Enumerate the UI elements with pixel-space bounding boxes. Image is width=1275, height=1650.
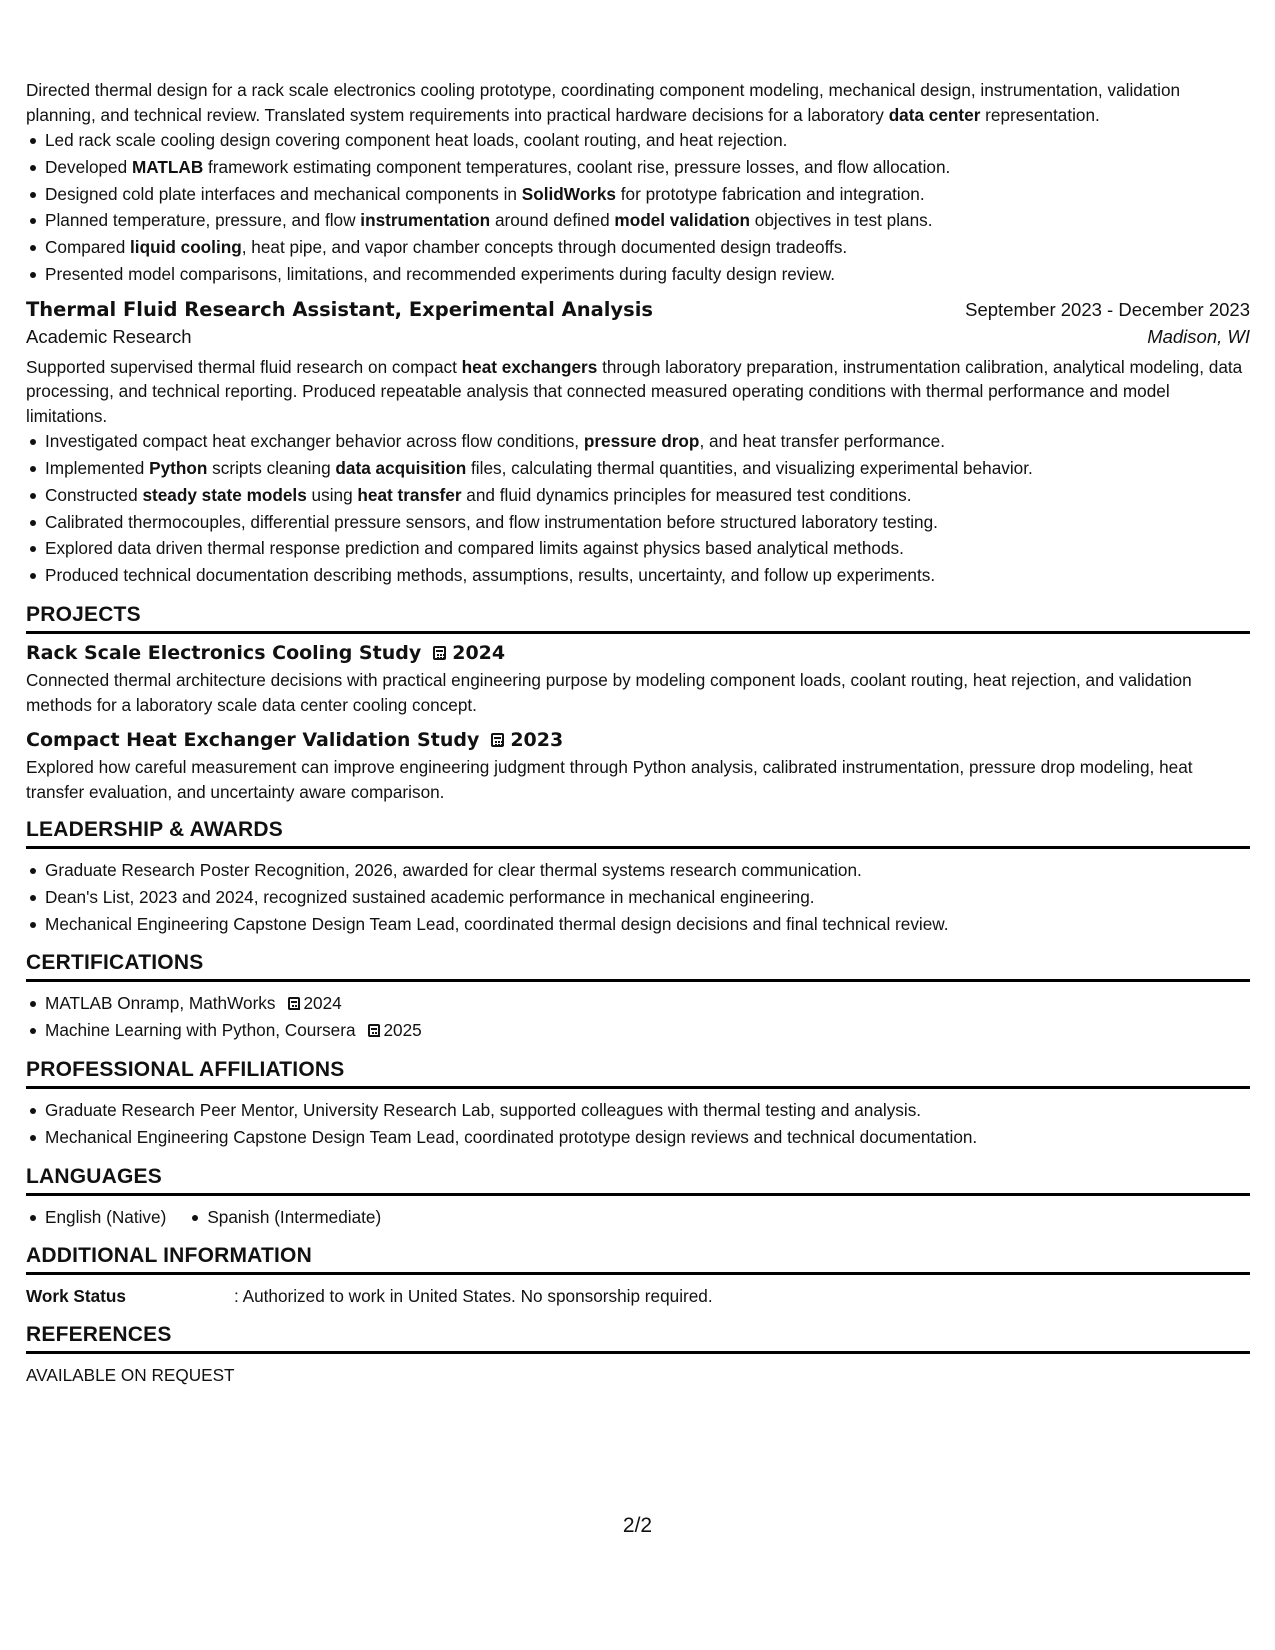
certification-name: MATLAB Onramp, MathWorks bbox=[45, 993, 276, 1014]
bold-keyword: data acquisition bbox=[335, 458, 467, 479]
text-run: Developed bbox=[45, 156, 132, 177]
bold-keyword: heat exchangers bbox=[461, 356, 598, 377]
section-heading-additional: ADDITIONAL INFORMATION bbox=[26, 1244, 1250, 1275]
list-item: Graduate Research Poster Recognition, 2026, awarded for clear thermal systems research communication. bbox=[26, 857, 1250, 884]
certification-year: 2025 bbox=[383, 1020, 422, 1041]
list-item: English (Native) bbox=[26, 1204, 166, 1231]
project-title: Rack Scale Electronics Cooling Study bbox=[26, 642, 422, 665]
job1-summary bbox=[26, 78, 1250, 127]
bullet-item bbox=[26, 509, 1250, 536]
section-heading-languages: LANGUAGES bbox=[26, 1165, 1250, 1196]
bold-keyword: steady state models bbox=[142, 484, 307, 505]
bullet-item bbox=[26, 207, 1250, 234]
bold-keyword: liquid cooling bbox=[130, 237, 242, 258]
certification-year: 2024 bbox=[303, 993, 342, 1014]
bullet-item bbox=[26, 535, 1250, 562]
job1-bullets bbox=[26, 127, 1250, 288]
job2-bullets bbox=[26, 428, 1250, 589]
text-run: Compared bbox=[45, 237, 131, 258]
certification-name: Machine Learning with Python, Coursera bbox=[45, 1020, 356, 1041]
work-status-value: : Authorized to work in United States. No sponsorship required. bbox=[234, 1286, 713, 1307]
text-run: Constructed bbox=[45, 484, 143, 505]
affiliations-list bbox=[26, 1097, 1250, 1151]
text-run: Calibrated thermocouples, differential pressure sensors, and flow instrumentation before structured laboratory testing. bbox=[45, 511, 938, 532]
list-item: Dean's List, 2023 and 2024, recognized sustained academic performance in mechanical engineering. bbox=[26, 884, 1250, 911]
job2-subheader bbox=[26, 326, 1250, 348]
text-run: for prototype fabrication and integration. bbox=[616, 183, 925, 204]
text-run: framework estimating component temperatures, coolant rise, pressure losses, and flow allocation. bbox=[203, 156, 951, 177]
section-heading-leadership: LEADERSHIP & AWARDS bbox=[26, 818, 1250, 849]
bullet-item bbox=[26, 455, 1250, 482]
text-run: objectives in test plans. bbox=[750, 210, 933, 231]
text-run: Planned temperature, pressure, and flow bbox=[45, 210, 361, 231]
bullet-item bbox=[26, 482, 1250, 509]
languages-list bbox=[26, 1204, 1250, 1231]
text-run: Presented model comparisons, limitations, and recommended experiments during faculty design review. bbox=[45, 263, 836, 284]
job2-summary bbox=[26, 355, 1250, 429]
project-year: 2023 bbox=[510, 729, 564, 752]
calendar-icon bbox=[491, 733, 504, 747]
bullet-item bbox=[26, 562, 1250, 589]
text-run: through laboratory preparation, instrumentation calibration, analytical modeling, data processing, and technical reporting. Produced repeatable analysis that connected measured operating conditions with thermal performance and model limitations. bbox=[26, 356, 1243, 426]
text-run: Designed cold plate interfaces and mechanical components in bbox=[45, 183, 522, 204]
job-organization: Academic Research bbox=[26, 325, 192, 347]
text-run: and fluid dynamics principles for measured test conditions. bbox=[461, 484, 912, 505]
text-run: representation. bbox=[980, 104, 1100, 125]
text-run: Produced technical documentation describing methods, assumptions, results, uncertainty, and follow up experiments. bbox=[45, 565, 936, 586]
job-title: Thermal Fluid Research Assistant, Experimental Analysis bbox=[26, 297, 654, 321]
calendar-icon bbox=[433, 646, 446, 660]
bold-keyword: SolidWorks bbox=[521, 183, 616, 204]
calendar-icon bbox=[368, 1024, 380, 1037]
leadership-list bbox=[26, 857, 1250, 937]
bullet-item bbox=[26, 181, 1250, 208]
section-heading-certifications: CERTIFICATIONS bbox=[26, 951, 1250, 982]
text-run: Investigated compact heat exchanger behavior across flow conditions, bbox=[45, 431, 584, 452]
bold-keyword: pressure drop bbox=[583, 431, 700, 452]
references-text: AVAILABLE ON REQUEST bbox=[26, 1365, 235, 1386]
work-status-row bbox=[26, 1283, 1250, 1309]
bold-keyword: model validation bbox=[614, 210, 751, 231]
list-item: Mechanical Engineering Capstone Design Team Lead, coordinated thermal design decisions and final technical review. bbox=[26, 911, 1250, 938]
bold-keyword: heat transfer bbox=[357, 484, 462, 505]
text-run: using bbox=[306, 484, 358, 505]
project-title: Compact Heat Exchanger Validation Study bbox=[26, 729, 480, 752]
section-heading-affiliations: PROFESSIONAL AFFILIATIONS bbox=[26, 1058, 1250, 1089]
bold-keyword: instrumentation bbox=[360, 210, 491, 231]
section-heading-references: REFERENCES bbox=[26, 1323, 1250, 1354]
list-item bbox=[26, 990, 1250, 1017]
text-run: Supported supervised thermal fluid research on compact bbox=[26, 356, 462, 377]
list-item bbox=[26, 1017, 1250, 1044]
bullet-item bbox=[26, 234, 1250, 261]
job-dates: September 2023 - December 2023 bbox=[965, 298, 1250, 320]
bullet-item bbox=[26, 261, 1250, 288]
bullet-item bbox=[26, 154, 1250, 181]
job-location: Madison, WI bbox=[1147, 325, 1250, 347]
text-run: around defined bbox=[490, 210, 615, 231]
text-run: files, calculating thermal quantities, and visualizing experimental behavior. bbox=[466, 458, 1033, 479]
project-year: 2024 bbox=[452, 642, 506, 665]
project-1 bbox=[26, 642, 1250, 717]
list-item: Mechanical Engineering Capstone Design Team Lead, coordinated prototype design reviews and technical documentation. bbox=[26, 1124, 1250, 1151]
bold-keyword: data center bbox=[888, 104, 981, 125]
section-heading-projects: PROJECTS bbox=[26, 603, 1250, 634]
bullet-item bbox=[26, 127, 1250, 154]
project-2 bbox=[26, 729, 1250, 804]
text-run: Directed thermal design for a rack scale electronics cooling prototype, coordinating component modeling, mechanical design, instrumentation, validation planning, and technical review. Translated system requirements into practical hardware decisions for a laboratory bbox=[26, 80, 1181, 125]
page-number: 2/2 bbox=[622, 1514, 653, 1537]
bold-keyword: Python bbox=[149, 458, 208, 479]
bullet-item bbox=[26, 428, 1250, 455]
certifications-list bbox=[26, 990, 1250, 1044]
work-status-label: Work Status bbox=[26, 1286, 126, 1307]
text-run: , and heat transfer performance. bbox=[699, 431, 945, 452]
bold-keyword: MATLAB bbox=[131, 156, 204, 177]
list-item: Graduate Research Peer Mentor, University Research Lab, supported colleagues with thermal testing and analysis. bbox=[26, 1097, 1250, 1124]
list-item: Spanish (Intermediate) bbox=[188, 1204, 381, 1231]
text-run: , heat pipe, and vapor chamber concepts through documented design tradeoffs. bbox=[241, 237, 848, 258]
project-description: Explored how careful measurement can improve engineering judgment through Python analysis, calibrated instrumentation, pressure drop modeling, heat transfer evaluation, and uncertainty aware comparison. bbox=[26, 757, 1193, 802]
text-run: Explored data driven thermal response prediction and compared limits against physics based analytical methods. bbox=[45, 538, 904, 559]
text-run: scripts cleaning bbox=[207, 458, 336, 479]
resume-page bbox=[26, 78, 1250, 1388]
text-run: Led rack scale cooling design covering component heat loads, coolant routing, and heat rejection. bbox=[45, 130, 788, 150]
job2-header bbox=[26, 298, 1250, 321]
text-run: Implemented bbox=[45, 458, 150, 479]
calendar-icon bbox=[288, 997, 300, 1010]
project-description: Connected thermal architecture decisions with practical engineering purpose by modeling component loads, coolant routing, heat rejection, and validation methods for a laboratory scale data center cooling concept. bbox=[26, 670, 1192, 715]
